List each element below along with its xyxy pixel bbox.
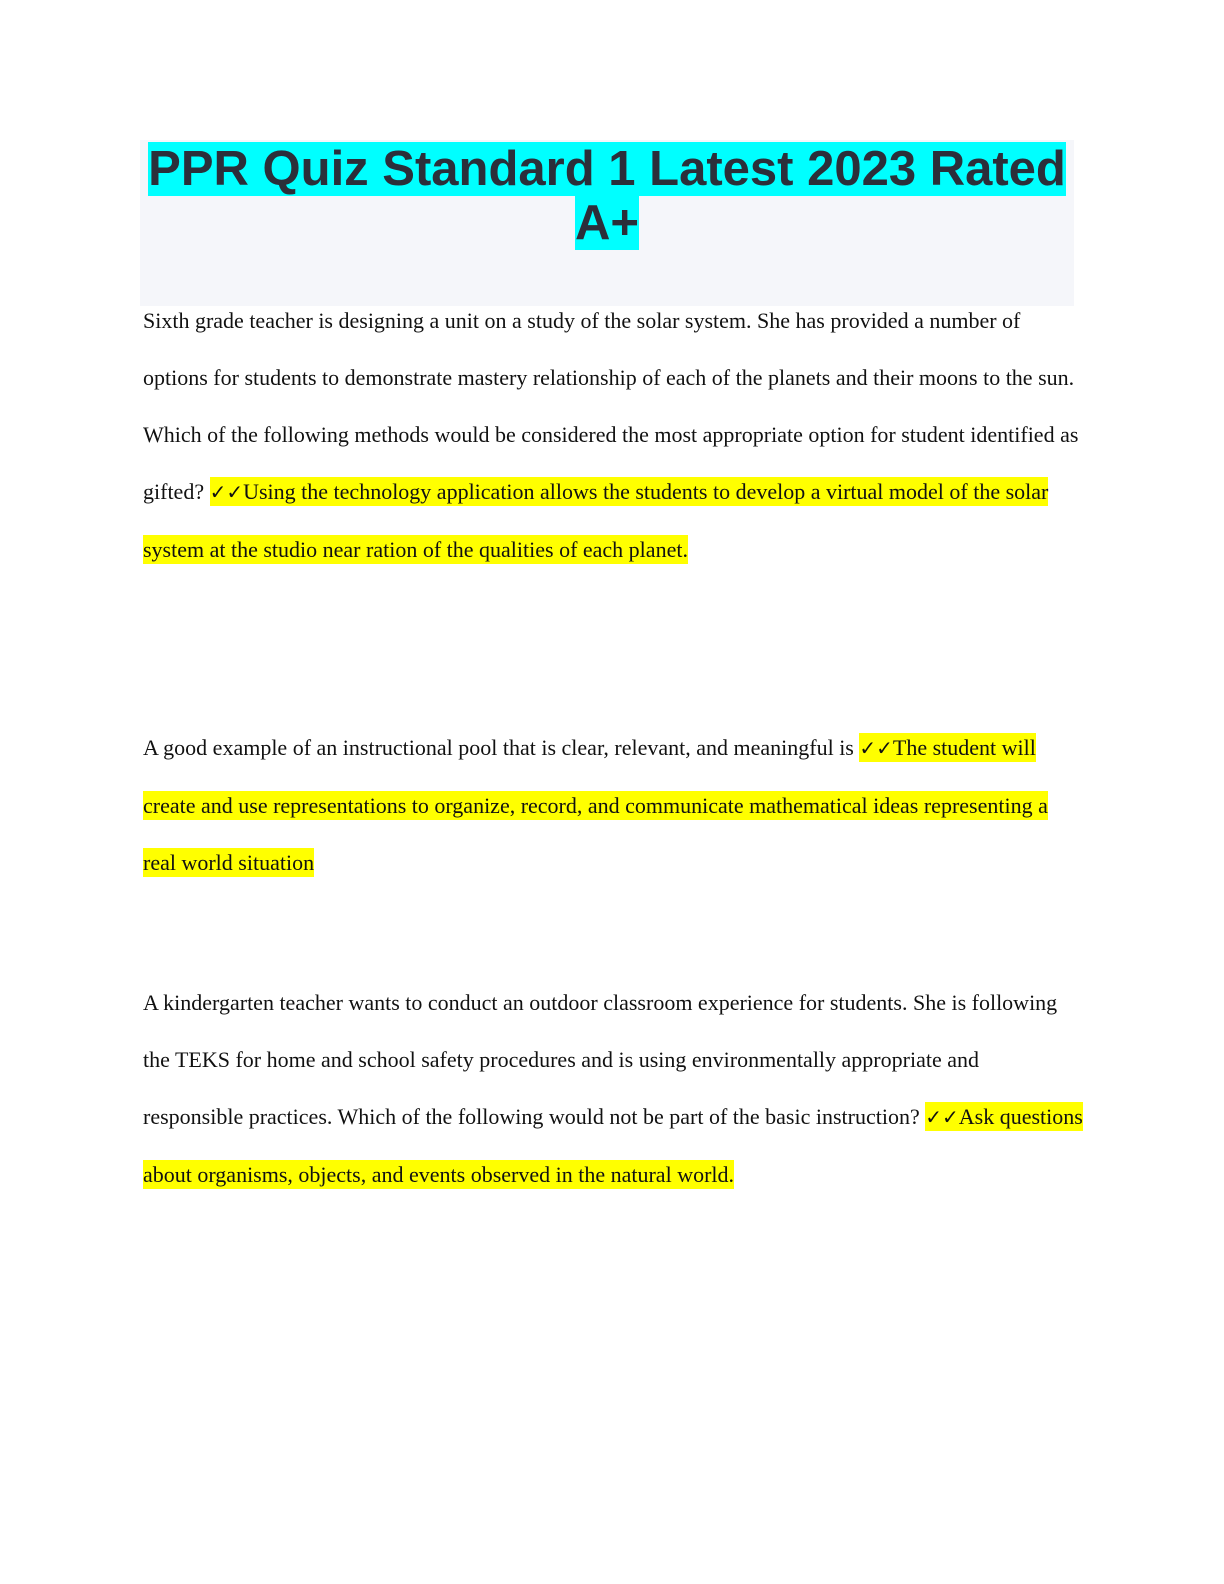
answer-text-2: The student will create and use representations to organize, record, and communicate mathematical ideas representing a real world situation bbox=[143, 735, 1048, 875]
answer-text-3: Ask questions about organisms, objects, and events observed in the natural world. bbox=[143, 1104, 1083, 1187]
check-mark-icon: ✓✓ bbox=[209, 480, 244, 504]
check-mark-icon: ✓✓ bbox=[859, 736, 893, 760]
qa-item-1 bbox=[143, 292, 1083, 578]
qa-item-2 bbox=[143, 719, 1083, 891]
qa-item-3 bbox=[143, 974, 1083, 1203]
question-text-3: A kindergarten teacher wants to conduct an outdoor classroom experience for students. She is following the TEKS for home and school safety procedures and is using environmentally appropriate and responsible practices. Which of the following would not be part of the basic instruction? bbox=[143, 990, 1058, 1129]
answer-text-1: Using the technology application allows the students to develop a virtual model of the solar system at the studio near ration of the qualities of each planet. bbox=[143, 479, 1049, 562]
answer-highlight-1 bbox=[143, 477, 1048, 564]
title-block bbox=[140, 140, 1074, 306]
question-text-1: Sixth grade teacher is designing a unit on a study of the solar system. She has provided a number of options for students to demonstrate mastery relationship of each of the planets and their moons to the sun. Which of the following methods would be considered the most appropriate option for student identified as gifted? bbox=[143, 308, 1079, 504]
document-title bbox=[140, 140, 1074, 250]
document-title-text: PPR Quiz Standard 1 Latest 2023 Rated A+ bbox=[148, 142, 1066, 250]
question-text-2: A good example of an instructional pool that is clear, relevant, and meaningful is bbox=[143, 735, 860, 760]
check-mark-icon: ✓✓ bbox=[925, 1105, 959, 1129]
